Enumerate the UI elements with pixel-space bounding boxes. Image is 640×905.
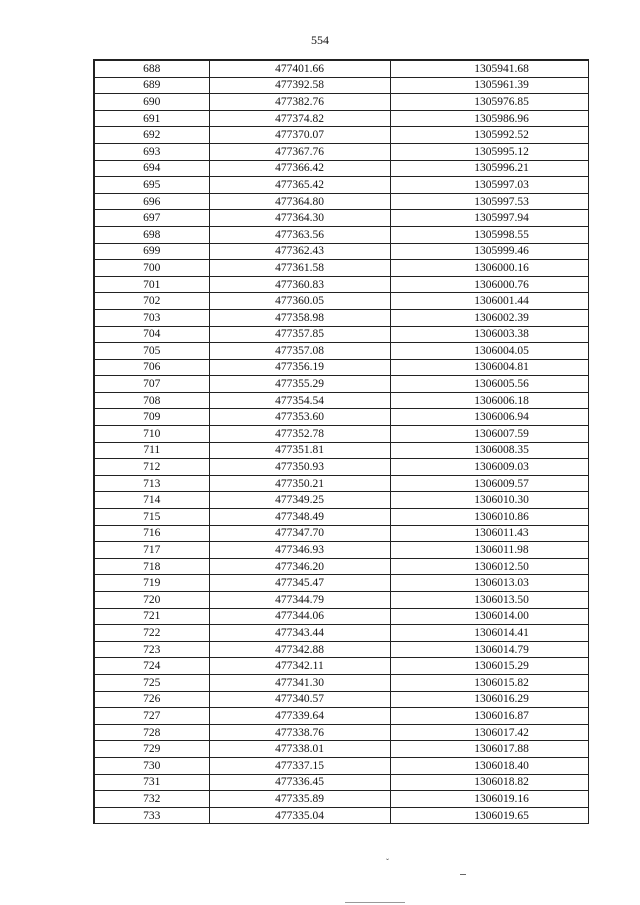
table-row [94,177,588,194]
point-number-cell: 729 [94,741,209,758]
y-coordinate-cell: 1306014.41 [390,625,588,642]
table-row [94,558,588,575]
x-coordinate-cell: 477366.42 [209,160,390,177]
x-coordinate-cell: 477338.76 [209,724,390,741]
point-number-cell: 710 [94,426,209,443]
scan-mark-bottom [345,902,405,903]
x-coordinate-cell: 477337.15 [209,757,390,774]
x-coordinate-cell: 477350.21 [209,475,390,492]
y-coordinate-cell: 1306017.88 [390,741,588,758]
table-row [94,110,588,127]
x-coordinate-cell: 477364.80 [209,193,390,210]
table-row [94,260,588,277]
point-number-cell: 700 [94,260,209,277]
table-row [94,542,588,559]
table-row [94,442,588,459]
point-number-cell: 697 [94,210,209,227]
table-row [94,774,588,791]
table-row [94,807,588,824]
table-row [94,691,588,708]
y-coordinate-cell: 1306007.59 [390,426,588,443]
table-row [94,674,588,691]
y-coordinate-cell: 1306009.57 [390,475,588,492]
point-number-cell: 690 [94,94,209,111]
point-number-cell: 692 [94,127,209,144]
x-coordinate-cell: 477344.79 [209,592,390,609]
x-coordinate-cell: 477348.49 [209,509,390,526]
table-row [94,143,588,160]
x-coordinate-cell: 477367.76 [209,143,390,160]
x-coordinate-cell: 477370.07 [209,127,390,144]
point-number-cell: 713 [94,475,209,492]
x-coordinate-cell: 477343.44 [209,625,390,642]
point-number-cell: 708 [94,392,209,409]
point-number-cell: 688 [94,60,209,77]
table-row [94,243,588,260]
y-coordinate-cell: 1306013.50 [390,592,588,609]
y-coordinate-cell: 1306011.98 [390,542,588,559]
y-coordinate-cell: 1306000.76 [390,276,588,293]
point-number-cell: 694 [94,160,209,177]
point-number-cell: 715 [94,509,209,526]
y-coordinate-cell: 1306017.42 [390,724,588,741]
y-coordinate-cell: 1305997.53 [390,193,588,210]
x-coordinate-cell: 477353.60 [209,409,390,426]
point-number-cell: 714 [94,492,209,509]
table-row [94,608,588,625]
coordinate-table [93,59,589,824]
table-row [94,343,588,360]
x-coordinate-cell: 477352.78 [209,426,390,443]
y-coordinate-cell: 1305986.96 [390,110,588,127]
y-coordinate-cell: 1305997.94 [390,210,588,227]
point-number-cell: 723 [94,641,209,658]
table-row [94,757,588,774]
y-coordinate-cell: 1306013.03 [390,575,588,592]
y-coordinate-cell: 1305976.85 [390,94,588,111]
table-row [94,592,588,609]
point-number-cell: 724 [94,658,209,675]
table-row [94,741,588,758]
x-coordinate-cell: 477350.93 [209,459,390,476]
x-coordinate-cell: 477357.08 [209,343,390,360]
point-number-cell: 725 [94,674,209,691]
table-row [94,708,588,725]
table-row [94,326,588,343]
point-number-cell: 721 [94,608,209,625]
table-row [94,641,588,658]
table-row [94,60,588,77]
table-row [94,276,588,293]
point-number-cell: 701 [94,276,209,293]
y-coordinate-cell: 1306000.16 [390,260,588,277]
y-coordinate-cell: 1306008.35 [390,442,588,459]
table-row [94,459,588,476]
y-coordinate-cell: 1306018.40 [390,757,588,774]
point-number-cell: 695 [94,177,209,194]
point-number-cell: 698 [94,226,209,243]
point-number-cell: 731 [94,774,209,791]
x-coordinate-cell: 477349.25 [209,492,390,509]
y-coordinate-cell: 1306012.50 [390,558,588,575]
table-row [94,193,588,210]
x-coordinate-cell: 477346.93 [209,542,390,559]
x-coordinate-cell: 477363.56 [209,226,390,243]
table-row [94,492,588,509]
x-coordinate-cell: 477365.42 [209,177,390,194]
y-coordinate-cell: 1306004.05 [390,343,588,360]
x-coordinate-cell: 477347.70 [209,525,390,542]
y-coordinate-cell: 1306015.82 [390,674,588,691]
point-number-cell: 691 [94,110,209,127]
point-number-cell: 704 [94,326,209,343]
point-number-cell: 696 [94,193,209,210]
table-row [94,293,588,310]
x-coordinate-cell: 477364.30 [209,210,390,227]
point-number-cell: 705 [94,343,209,360]
table-row [94,94,588,111]
x-coordinate-cell: 477338.01 [209,741,390,758]
x-coordinate-cell: 477374.82 [209,110,390,127]
point-number-cell: 699 [94,243,209,260]
y-coordinate-cell: 1305995.12 [390,143,588,160]
x-coordinate-cell: 477358.98 [209,309,390,326]
table-row [94,475,588,492]
point-number-cell: 689 [94,77,209,94]
y-coordinate-cell: 1305996.21 [390,160,588,177]
point-number-cell: 727 [94,708,209,725]
table-row [94,409,588,426]
y-coordinate-cell: 1306014.79 [390,641,588,658]
table-row [94,376,588,393]
x-coordinate-cell: 477346.20 [209,558,390,575]
x-coordinate-cell: 477335.89 [209,791,390,808]
y-coordinate-cell: 1306010.30 [390,492,588,509]
x-coordinate-cell: 477362.43 [209,243,390,260]
point-number-cell: 711 [94,442,209,459]
y-coordinate-cell: 1305941.68 [390,60,588,77]
y-coordinate-cell: 1305992.52 [390,127,588,144]
table-row [94,309,588,326]
x-coordinate-cell: 477340.57 [209,691,390,708]
y-coordinate-cell: 1306019.65 [390,807,588,824]
table-row [94,525,588,542]
point-number-cell: 709 [94,409,209,426]
point-number-cell: 726 [94,691,209,708]
y-coordinate-cell: 1306018.82 [390,774,588,791]
y-coordinate-cell: 1306002.39 [390,309,588,326]
x-coordinate-cell: 477344.06 [209,608,390,625]
point-number-cell: 707 [94,376,209,393]
coordinate-table-body [94,60,588,824]
point-number-cell: 732 [94,791,209,808]
point-number-cell: 716 [94,525,209,542]
x-coordinate-cell: 477345.47 [209,575,390,592]
y-coordinate-cell: 1305997.03 [390,177,588,194]
y-coordinate-cell: 1306016.87 [390,708,588,725]
x-coordinate-cell: 477351.81 [209,442,390,459]
y-coordinate-cell: 1306009.03 [390,459,588,476]
point-number-cell: 728 [94,724,209,741]
table-row [94,509,588,526]
scan-mark-dash [460,874,466,875]
y-coordinate-cell: 1306006.18 [390,392,588,409]
table-row [94,426,588,443]
y-coordinate-cell: 1305998.55 [390,226,588,243]
x-coordinate-cell: 477360.83 [209,276,390,293]
point-number-cell: 706 [94,359,209,376]
x-coordinate-cell: 477392.58 [209,77,390,94]
y-coordinate-cell: 1305999.46 [390,243,588,260]
point-number-cell: 702 [94,293,209,310]
y-coordinate-cell: 1306016.29 [390,691,588,708]
table-row [94,77,588,94]
point-number-cell: 718 [94,558,209,575]
x-coordinate-cell: 477354.54 [209,392,390,409]
x-coordinate-cell: 477360.05 [209,293,390,310]
x-coordinate-cell: 477355.29 [209,376,390,393]
y-coordinate-cell: 1306015.29 [390,658,588,675]
y-coordinate-cell: 1306004.81 [390,359,588,376]
x-coordinate-cell: 477336.45 [209,774,390,791]
table-row [94,127,588,144]
table-row [94,791,588,808]
point-number-cell: 712 [94,459,209,476]
x-coordinate-cell: 477341.30 [209,674,390,691]
x-coordinate-cell: 477339.64 [209,708,390,725]
x-coordinate-cell: 477335.04 [209,807,390,824]
x-coordinate-cell: 477401.66 [209,60,390,77]
table-row [94,226,588,243]
y-coordinate-cell: 1306003.38 [390,326,588,343]
scan-mark: ˇ [386,857,389,867]
point-number-cell: 722 [94,625,209,642]
table-row [94,210,588,227]
x-coordinate-cell: 477342.11 [209,658,390,675]
x-coordinate-cell: 477382.76 [209,94,390,111]
table-row [94,392,588,409]
y-coordinate-cell: 1306014.00 [390,608,588,625]
point-number-cell: 730 [94,757,209,774]
point-number-cell: 719 [94,575,209,592]
point-number-cell: 693 [94,143,209,160]
x-coordinate-cell: 477361.58 [209,260,390,277]
y-coordinate-cell: 1306006.94 [390,409,588,426]
y-coordinate-cell: 1306011.43 [390,525,588,542]
point-number-cell: 717 [94,542,209,559]
y-coordinate-cell: 1306019.16 [390,791,588,808]
y-coordinate-cell: 1306005.56 [390,376,588,393]
table-row [94,724,588,741]
y-coordinate-cell: 1306001.44 [390,293,588,310]
point-number-cell: 703 [94,309,209,326]
table-row [94,658,588,675]
table-row [94,625,588,642]
x-coordinate-cell: 477342.88 [209,641,390,658]
x-coordinate-cell: 477357.85 [209,326,390,343]
table-row [94,160,588,177]
y-coordinate-cell: 1306010.86 [390,509,588,526]
table-row [94,359,588,376]
y-coordinate-cell: 1305961.39 [390,77,588,94]
page-number: 554 [311,33,329,47]
point-number-cell: 720 [94,592,209,609]
point-number-cell: 733 [94,807,209,824]
x-coordinate-cell: 477356.19 [209,359,390,376]
table-row [94,575,588,592]
